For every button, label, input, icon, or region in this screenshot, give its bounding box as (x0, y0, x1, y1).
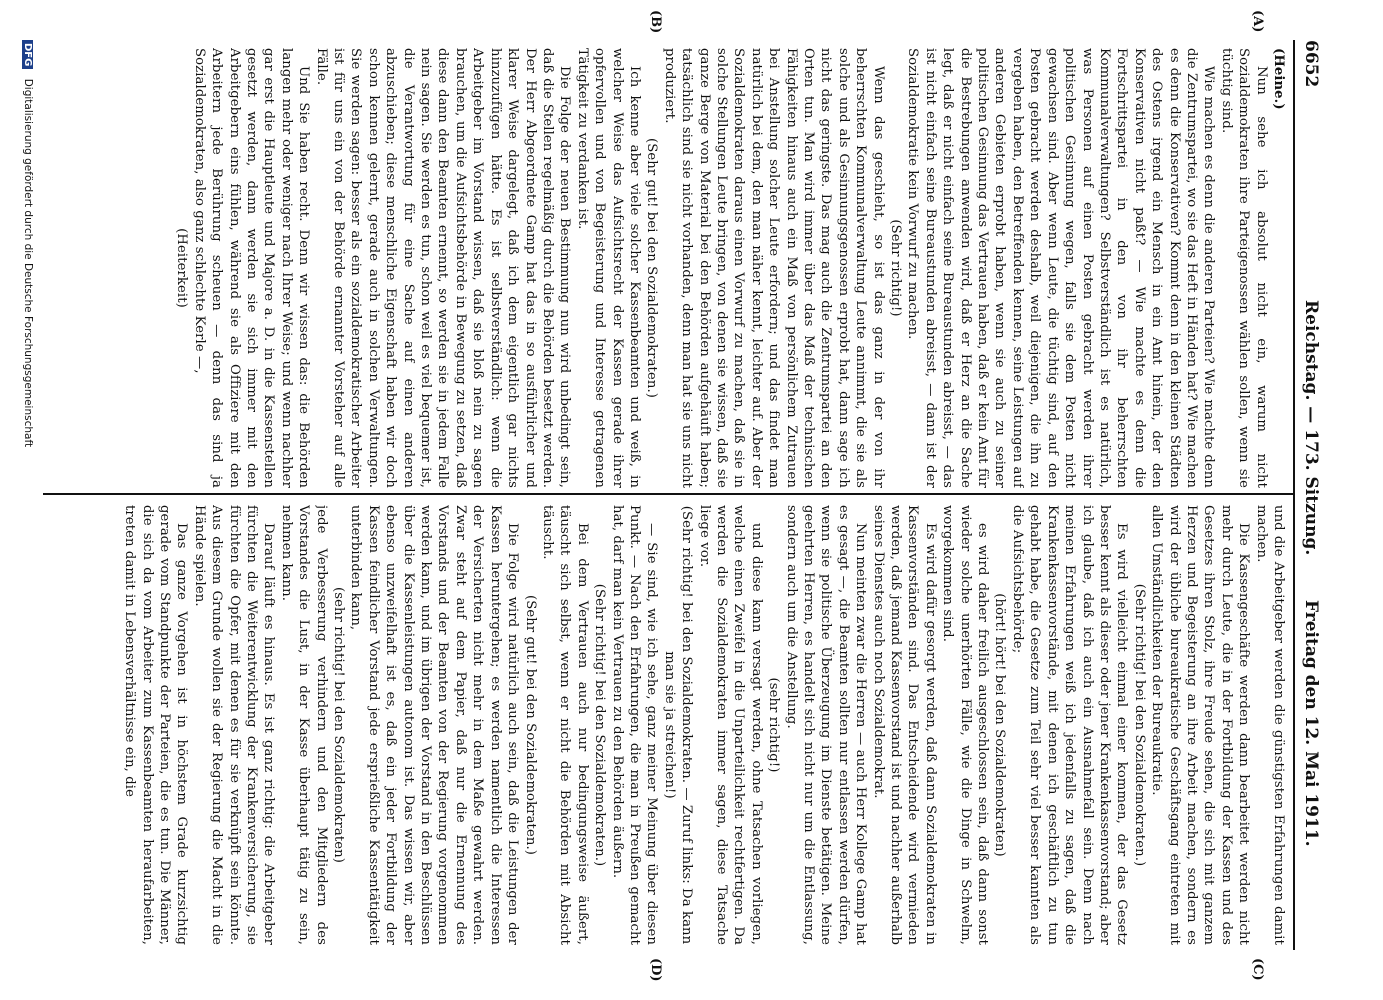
interjection: (Sehr richtig! bei den Sozialdemokraten.) (592, 583, 608, 867)
page-number: 6652 (1301, 40, 1321, 88)
interjection: (hört! hört! bei den Sozialdemokraten) (992, 593, 1008, 857)
dfg-logo: DFG (22, 40, 33, 69)
margin-marker-b: (B) (648, 10, 663, 34)
interjection: (sehr richtig!) (766, 677, 782, 773)
paragraph: und diese kann versagt werden, ohne Tatsachen vorliegen, welche einen Zweifel in die Unparteilichkeit rechtfertigen. Da werden die Sozialdemokraten immer sagen, diese Tatsache liege vor. (696, 505, 764, 945)
header-rule (1293, 40, 1295, 950)
paragraph: Und Sie haben recht. Denn wir wissen das: die Behörden langen mehr oder weniger nach Ihrer Weise; und wenn nachher gar erst die Hauptleute und Majore a. D. in die Kassenstellen gesetzt werden, dann werden sie sich immer mit den Arbeitgebern eins fühlen, während sie als Offiziere mit den Arbeitern jede Berührung scheuen — denn das sind ja Sozialdemokraten, also ganz schlechte Kerle —, (191, 48, 312, 488)
paragraph: Das ganze Vorgehen ist in höchstem Grade kurzsichtig gerade vom Standpunkte der Parteien, die es tun. Die Männer, die sich da vom Arbeiter zum Kassenbeamten heraufarbeiten, treten damit in Lebensverhältnisse ein, die (122, 505, 190, 945)
interjection: (Sehr richtig!) (888, 219, 904, 317)
interjection: (Sehr richtig! bei den Sozialdemokraten.) (1131, 583, 1147, 867)
paragraph: und die Arbeitgeber werden die günstigsten Erfahrungen damit machen. (1253, 505, 1286, 945)
header-right-title: Freitag den 12. Mai 1911. (1301, 600, 1321, 847)
margin-marker-c: (C) (1250, 958, 1265, 981)
paragraph: Ich kenne aber viele solcher Kassenbeamten und weiß, in welcher Weise das Aufsichtsrecht der Kassen gerade ihrer opfervollen und von Begeisterung und Interesse getragenen Tätigkeit zu verdanken ist. (574, 48, 642, 488)
paragraph: Die Kassengeschäfte werden dann bearbeitet werden nicht mehr durch Leute, die in der Fortbildung der Kassen und des Gesetzes ihren Stolz, ihre Freude sehen, die sich mit ganzem Herzen und Begeisterung an ihre Arbeit machen, sondern es wird der übliche bureaukratische Geschäftsgang eintreten mit allen Umständlichkeiten der Bureaukratie. (1149, 505, 1252, 945)
right-column (57, 505, 1287, 945)
paragraph: es wird daher freilich ausgeschlossen sein, daß dann sonst wieder solche unerhörten Fälle, wie die Dinge in Schwelm, worgekommen sind. (940, 505, 991, 945)
page-header (1297, 40, 1321, 950)
margin-marker-d: (D) (648, 958, 663, 982)
paragraph: — Sie sind, wie ich sehe, ganz meiner Meinung über diesen Punkt. — Nach den Erfahrungen, die man in Preußen gemacht hat, darf man kein Vertrauen zu den Behörden äußern. (609, 505, 660, 945)
column-divider (43, 493, 1293, 495)
margin-marker-a: (A) (1250, 10, 1265, 33)
paragraph: Die Folge der neuen Bestimmung nun wird unbedingt sein, daß die Stellen regelmäßig durch die Behörden besetzt werden. Der Herr Abgeordnete Gamp hat das in so ausführlicher und klarer Weise dargelegt, daß ich dem eigentlich gar nichts hinzuzufügen hätte. Es ist selbstverständlich: wenn die Arbeitgeber im Vorstand wissen, daß sie bloß nein zu sagen brauchen, um die Aufsichtsbehörde in Bewegung zu setzen, daß diese dann den Beamten ernennt, so werden sie in jedem Falle nein sagen. Sie werden es tun, schon weil es viel bequemer ist, die Verantwortung für eine Sache auf einen anderen abzuschieben; diese menschliche Eigenschaft haben wir doch schon kennen gelernt, gerade auch in solchen Verwaltungen. Sie werden sagen: besser als ein sozialdemokratischer Arbeiter ist für uns ein von der Behörde ernannter Vorsteher auf alle Fälle. (313, 48, 573, 488)
interjection: (Sehr gut! bei den Sozialdemokraten.) (644, 138, 660, 398)
footer-text: Digitalisierung gefördert durch die Deutsche Forschungsgemeinschaft (22, 78, 34, 448)
paragraph: Bei dem Vertrauen auch nur bedingungsweise äußert, täuscht sich selbst, wenn er nicht die Behörden mit Absicht täuscht. (539, 505, 590, 945)
paragraph: Es wird vielleicht einmal einer kommen, der das Gesetz besser kennt als dieser oder jener Krankenkassenvorstand; aber ich glaube, daß ich auch ein Ausnahmefall sein. Denn nach meinen Erfahrungen weiß ich jedenfalls zu sagen, daß die Krankenkassenvorstände, mit denen ich geschäftlich zu tun gehabt habe, die Gesetze zum Teil sehr viel besser kannten als die Aufsichtsbehörde; (1009, 505, 1130, 945)
paragraph: Nun meinten zwar die Herren — auch Herr Kollege Gamp hat es gesagt —, die Beamten sollten nur entlassen werden dürfen, wenn sie politische Überzeugung im Dienste betätigen. Meine geehrten Herren, es handelt sich nicht nur um die Entlassung, sondern auch um die Anstellung. (783, 505, 869, 945)
header-left-title: Reichstag. — 173. Sitzung. (1301, 300, 1321, 556)
speaker-name: (Heine.) (1271, 48, 1286, 110)
paragraph: Es wird dafür gesorgt werden, daß dann Sozialdemokraten in Kassenvorständen sind. Das Entscheidende wird vermieden werden, daß jemand Kassenvorstand ist und nachher außerhalb seines Dienstes auch noch Sozialdemokrat. (870, 505, 938, 945)
left-column (57, 48, 1287, 488)
interjection: (Sehr richtig! bei den Sozialdemokraten. — Zuruf links: Da kann man sie ja streichen!) (661, 505, 695, 945)
footer-credit (22, 40, 34, 960)
paragraph: jede Verbesserung verhindern und den Mitgliedern des Vorstandes die Lust, in der Kasse überhaupt tätig zu sein, nehmen kann. (278, 505, 329, 945)
interjection: (Sehr gut! bei den Sozialdemokraten.) (522, 595, 538, 855)
paragraph: Wie machen es denn die anderen Parteien? Wie machte denn die Zentrumspartei, wo sie das Heft in Händen hat? Wie machen es denn die Konservativen? Kommt denn in den kleinen Städten des Ostens irgend ein Mensch in ein Amt hinein, der den Konservativen nicht paßt? — Wie machte es denn die Fortschrittspartei in den von ihr beherrschten Kommunalverwaltungen? Selbstverständlich ist es natürlich, was Personen auf einen Posten gebracht werden ihrer politischen Gesinnung wegen, falls sie dem Posten nicht gewachsen sind. Aber wenn Leute, die tüchtig sind, auf den Posten gebracht werden deshalb, weil diejenigen, die ihn zu vergeben haben, den Betreffenden kennen, seine Leistungen auf anderen Gebieten erprobt haben, wenn sie auch zu seiner politischen Gesinnung das Vertrauen haben, daß er kein Amt für die Bestrebungen anwenden wird, daß er Herz an die Sache legt, daß er nicht einfach seine Bureaustunden abreisst, — das ist nicht einfach seine Bureaustunden abreisst, — dann ist der Sozialdemokratie kein Vorwurf zu machen. (905, 48, 1217, 488)
interjection: (Heiterkeit) (174, 228, 190, 308)
paragraph: Nun sehe ich absolut nicht ein, warum nicht Sozialdemokraten ihre Parteigenossen wählen sollen, wenn sie tüchtig sind. (1218, 48, 1269, 488)
paragraph: Die Folge wird natürlich auch sein, daß die Leistungen der Kassen heruntergehen; es werden namentlich die Interessen der Versicherten nicht mehr in dem Maße gewahrt werden. Zwar steht auf dem Papier, daß nur die Ernennung des Vorstands und der Beamten von der Regierung vorgenommen werden kann, und im übrigen der Vorstand in den Beschlüssen über die Kassenleistungen autonom ist. Das wissen wir, aber ebenso unzweifelhaft ist es, daß ein jeder Fortbildung der Kassen feindlicher Vorstand jede ersprießliche Kassentätigkeit unterbinden kann, (348, 505, 521, 945)
paragraph: Darauf läuft es hinaus. Es ist ganz richtig: die Arbeitgeber fürchten die Weiterentwicklung der Krankenversicherung, sie fürchten die Opfer, mit denen es für sie verknüpft sein könnte. Aus diesem Grunde wollen sie der Regierung die Macht in die Hände spielen. (191, 505, 277, 945)
interjection: (sehr richtig! bei den Sozialdemokraten) (331, 587, 347, 863)
paragraph: Wenn das geschieht, so ist das ganz in der von ihr beherrschten Kommunalverwaltung Leute annimmt, die sie als solche und als Gesinnungsgenossen erprobt hat, dann sage ich nicht das geringste. Das mag auch die Zentrumspartei an den Orten tun. Man wird immer über das Maß der technischen Fähigkeiten hinaus auch ein Maß von persönlichem Zutrauen bei Anstellung solcher Leute erfordern; und das findet man natürlich bei dem, den man näher kennt, leichter auf. Aber der Sozialdemokraten daraus einen Vorwurf zu machen, daß sie in solche Stellungen Leute bringen, von denen sie wissen, daß sie ganze Berge von Material bei den Behörden aufgehäuft haben; tatsächlich sind sie nicht vorhanden, denn man hat sie uns nicht produziert. (661, 48, 886, 488)
